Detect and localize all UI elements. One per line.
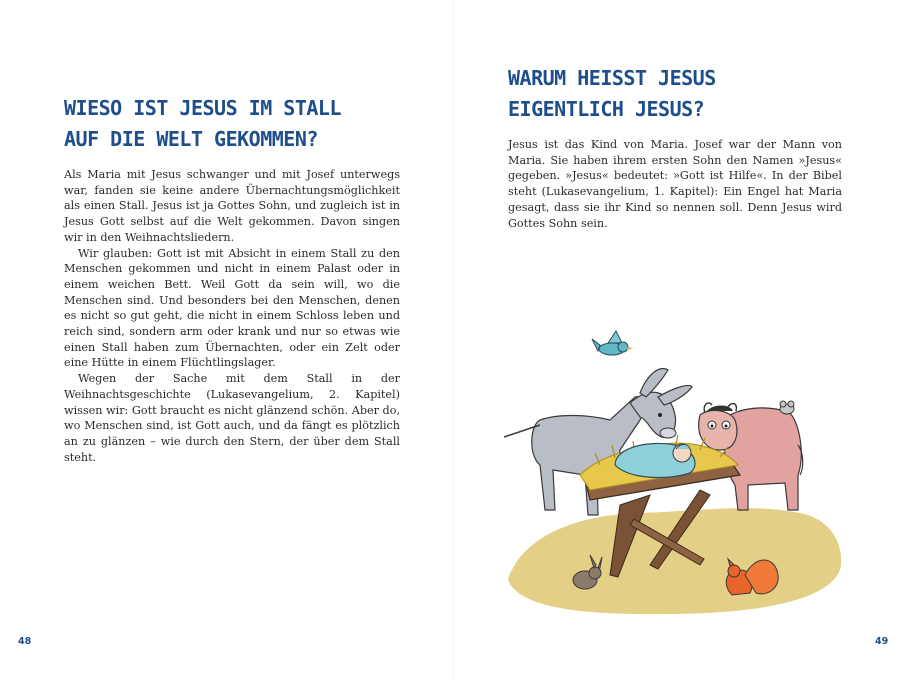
right-heading	[508, 63, 716, 125]
left-heading-line-1: WIESO IST JESUS IM STALL	[64, 96, 341, 120]
ground-patch	[508, 508, 841, 614]
right-page	[454, 0, 907, 680]
left-heading	[64, 93, 341, 155]
page-number-right: 49	[875, 636, 889, 647]
bird-icon	[592, 331, 633, 355]
right-heading-line-2: EIGENTLICH JESUS?	[508, 97, 705, 121]
right-body-text	[508, 137, 842, 231]
left-paragraph-3: Wegen der Sache mit dem Stall in der Weihnachtsgeschichte (Lukasevangelium, 2. Kapitel) wissen wir: Gott braucht es nicht glänzend schön. Aber do, wo Menschen sind, ist Gott auch, und da fängt es plötzlich an zu glänzen – wie durch den Stern, der über dem Stall steht.	[64, 372, 400, 464]
right-paragraph-1: Jesus ist das Kind von Maria. Josef war der Mann von Maria. Sie haben ihrem ersten Sohn den Namen »Jesus« gegeben. »Jesus« bedeutet: »Gott ist Hilfe«. In der Bibel steht (Lukasevangelium, 1. Kapitel): Ein Engel hat Maria gesagt, dass sie ihr Kind so nennen soll. Denn Jesus wird Gottes Sohn sein.	[508, 138, 842, 230]
mouse-icon	[780, 401, 794, 414]
left-heading-line-2: AUF DIE WELT GEKOMMEN?	[64, 127, 318, 151]
left-body-text	[64, 167, 400, 465]
left-paragraph-2: Wir glauben: Gott ist mit Absicht in einem Stall zu den Menschen gekommen und nicht in einem Palast oder in einem weichen Bett. Weil Gott da sein will, wo die Menschen sind. Und besonders bei den Menschen, denen es nicht so gut geht, die nicht in einem Schloss leben und reich sind, sondern arm oder krank und nur so etwas wie einen Stall haben zum Übernachten, oder ein Zelt oder eine Hütte in einem Flüchtlingslager.	[64, 246, 400, 370]
left-page	[0, 0, 453, 680]
right-heading-line-1: WARUM HEISST JESUS	[508, 66, 716, 90]
nativity-illustration	[500, 325, 850, 615]
left-paragraph-1: Als Maria mit Jesus schwanger und mit Josef unterwegs war, fanden sie keine andere Übernachtungsmöglichkeit als einen Stall. Jesus ist ja Gottes Sohn, und zugleich ist in Jesus Gott selbst auf die Welt gekommen. Davon singen wir in den Weihnachtsliedern.	[64, 168, 400, 244]
baby-jesus-icon	[615, 443, 695, 477]
page-number-left: 48	[18, 636, 32, 647]
